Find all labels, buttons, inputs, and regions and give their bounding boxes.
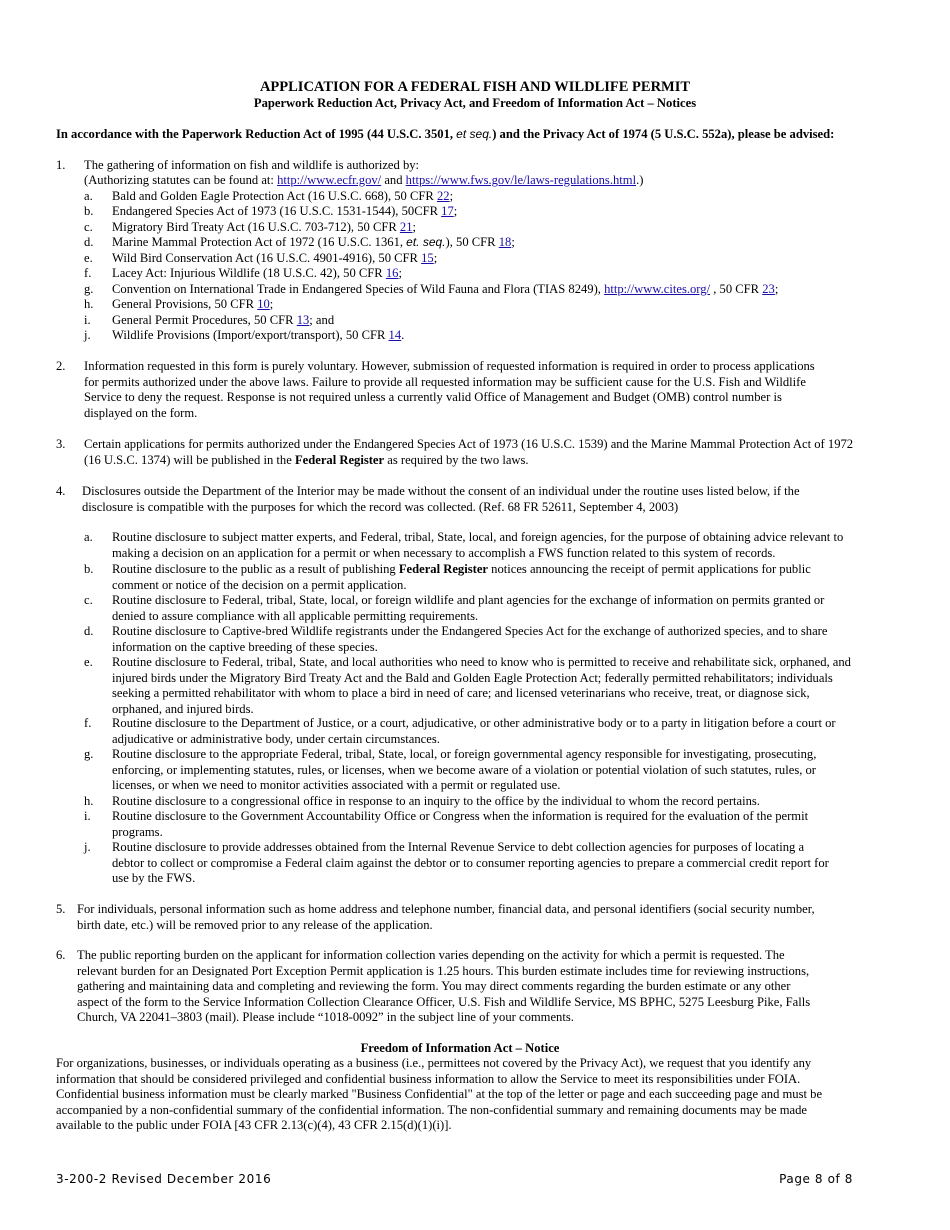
- ecfr-link[interactable]: http://www.ecfr.gov/: [277, 173, 382, 187]
- item-5-line: For individuals, personal information such as home address and telephone number, financial data, and personal identifiers (social security number,: [77, 902, 815, 916]
- item-4-sub-text: [112, 562, 811, 578]
- item-4-sub-letter: j.: [84, 840, 91, 854]
- cfr-part-link[interactable]: 16: [385, 266, 399, 280]
- foia-line: For organizations, businesses, or individuals operating as a business (i.e., permittees not covered by the Privacy Act), we request that you identify any: [56, 1056, 812, 1070]
- item-4-sub-text: adjudicative or administrative body, under certain circumstances.: [112, 731, 440, 746]
- item-4-sub-text: Routine disclosure to Federal, tribal, State, and local authorities who need to know who is permitted to receive and rehabilitate sick, orphaned, and: [112, 655, 851, 669]
- fws-laws-link[interactable]: https://www.fws.gov/le/laws-regulations.html: [405, 173, 637, 187]
- item-4-sub-letter: a.: [84, 530, 93, 544]
- cfr-part-link[interactable]: 15: [421, 251, 434, 265]
- item-4-sub-text: enforcing, or implementing statutes, rules, or licenses, when we become aware of a violation or potential violation of such statutes, rules, or: [112, 762, 817, 777]
- item-1-sub-letter: f.: [84, 266, 92, 280]
- item-4-sub-text: Routine disclosure to Federal, tribal, State, local, or foreign wildlife and plant agencies for the exchange of information on permits granted or: [112, 593, 825, 607]
- item-4-sub-letter: h.: [84, 794, 94, 808]
- sub-text-post: ; and: [309, 313, 335, 327]
- item-4-sub-text: information on the captive breeding of these species.: [112, 639, 378, 654]
- cfr-part-link[interactable]: 17: [441, 204, 454, 218]
- item-4-sub-text: injured birds under the Migratory Bird Treaty Act and the Bald and Golden Eagle Protection Act; federally permitted rehabilitators; individuals: [112, 670, 833, 685]
- sub-text-post: ;: [412, 220, 417, 234]
- sub-text-mid: , 50 CFR: [710, 282, 763, 296]
- item-2-line: for permits authorized under the above laws. Failure to provide all requested information may be sufficient cause for the U.S. Fish and Wildlife: [84, 374, 806, 389]
- sub-text-post: ;: [398, 266, 402, 280]
- cfr-part-link[interactable]: 22: [436, 189, 450, 203]
- sub-text-pre: Endangered Species Act of 1973 (16 U.S.C. 1531-1544), 50CFR: [112, 204, 442, 218]
- item-5-number: 5.: [56, 902, 66, 916]
- item-1-sub-letter: h.: [84, 297, 94, 311]
- sub-text-post: ;: [433, 251, 438, 265]
- item-4-sub-text: Routine disclosure to provide addresses obtained from the Internal Revenue Service to debt collection agencies for purposes of locating a: [112, 840, 805, 854]
- foia-line: accompanied by a non-confidential summary of the confidential information. The non-confidential summary and remaining documents may be made: [56, 1102, 807, 1117]
- foia-line: Confidential business information must be clearly marked "Business Confidential" at the top of the letter or page and each succeeding page and must be: [56, 1087, 823, 1101]
- item-6-line: gathering and maintaining data and completing and reviewing the form. You may direct comments regarding the burden estimate or any other: [77, 979, 791, 993]
- item-4-sub-text: Routine disclosure to the Department of Justice, or a court, adjudicative, or other administrative body or to a party in litigation before a court or: [112, 716, 836, 730]
- item-4-sub-text: Routine disclosure to Captive-bred Wildlife registrants under the Endangered Species Act for the exchange of authorized species, and to share: [112, 624, 828, 638]
- sub-text-post: .: [401, 328, 405, 342]
- item-1-sub-text: [112, 328, 404, 344]
- item-4-sub-text: denied to assure compliance with all applicable permitting requirements.: [112, 608, 479, 623]
- item-4-sub-letter: b.: [84, 562, 94, 576]
- item-1-sub-text: [112, 235, 515, 251]
- item-4-sub-letter: e.: [84, 655, 93, 669]
- item-4-sub-letter: d.: [84, 624, 94, 638]
- item-1-sub-text: [112, 266, 402, 282]
- page-subtitle: Paperwork Reduction Act, Privacy Act, and Freedom of Information Act – Notices: [253, 96, 697, 110]
- page-title: APPLICATION FOR A FEDERAL FISH AND WILDLIFE PERMIT: [259, 79, 691, 95]
- foia-line: information that should be considered privileged and confidential business information to allow the Service to meet its responsibilities under FOIA.: [56, 1071, 801, 1086]
- item-1-sub-letter: a.: [84, 189, 93, 203]
- item-4-sub-letter: c.: [84, 593, 93, 607]
- item-4-sub-text: comment or notice of the decision on a permit application.: [112, 577, 407, 592]
- item-3-line-2-post: as required by the two laws.: [384, 453, 529, 467]
- item-2-line: Information requested in this form is purely voluntary. However, submission of requested information is required in order to process applications: [84, 359, 815, 373]
- cfr-part-link[interactable]: 18: [498, 235, 512, 249]
- item-4-sub-text: Routine disclosure to a congressional office in response to an inquiry to the office by the individual to whom the record pertains.: [112, 794, 760, 808]
- item-1-sub-text: [112, 313, 334, 329]
- cfr-part-link[interactable]: 23: [762, 282, 775, 296]
- sub-text-post: ;: [511, 235, 515, 249]
- item-6-line: Church, VA 22041–3803 (mail). Please include “1018-0092” in the subject line of your comments.: [77, 1010, 574, 1024]
- item-1-sub-letter: d.: [84, 235, 94, 249]
- item-2-line: Service to deny the request. Response is not required unless a currently valid Office of Management and Budget (OMB) control number is: [84, 390, 782, 404]
- item-4-sub-letter: i.: [84, 809, 91, 823]
- item-4-sub-text: debtor to collect or compromise a Federal claim against the debtor or to consumer reporting agencies to prepare a commercial credit report for: [112, 855, 829, 870]
- intro-text-2: ) and the Privacy Act of 1974 (5 U.S.C. 552a), please be advised:: [492, 127, 835, 141]
- item-1-line-2-pre: (Authorizing statutes can be found at:: [84, 173, 278, 187]
- item-1-sub-letter: j.: [84, 328, 91, 342]
- item-1-line-1: The gathering of information on fish and wildlife is authorized by:: [84, 158, 420, 172]
- item-4-sub-text: use by the FWS.: [112, 871, 196, 885]
- et-seq-text: et. seq.: [406, 235, 446, 249]
- item-4-line: disclosure is compatible with the purposes for which the record was collected. (Ref. 68 FR 52611, September 4, 2003): [82, 499, 679, 514]
- item-1-sub-text: [112, 189, 453, 205]
- item-1-sub-letter: g.: [84, 282, 94, 296]
- item-1-sub-text: [112, 204, 457, 220]
- item-4-sub-text: programs.: [112, 824, 163, 839]
- cfr-part-link[interactable]: 14: [388, 328, 402, 342]
- item-1-sub-letter: e.: [84, 251, 93, 265]
- item-6-line: relevant burden for an Designated Port Exception Permit application is 1.25 hours. This burden estimate includes time for reviewing instructions,: [77, 963, 810, 978]
- footer-form-id: 3-200-2 Revised December 2016: [56, 1172, 272, 1186]
- sub-text-pre: Convention on International Trade in Endangered Species of Wild Fauna and Flora (TIAS 8249),: [112, 282, 605, 296]
- intro-paragraph: [56, 127, 846, 143]
- item-1-sub-letter: b.: [84, 204, 94, 218]
- sub-text-pre: General Permit Procedures, 50 CFR: [112, 313, 297, 327]
- item-4-number: 4.: [56, 484, 66, 498]
- foia-heading: Freedom of Information Act – Notice: [360, 1041, 560, 1055]
- sub-text-post: ;: [449, 189, 454, 203]
- item-4-sub-letter: g.: [84, 747, 94, 761]
- item-4-sub-text: seeking a permitted rehabilitator with whom to place a bird in need of care; and licensed veterinarians who receive, treat, or diagnose sick,: [112, 686, 810, 700]
- item-2-line: displayed on the form.: [84, 405, 198, 420]
- item-6-line: The public reporting burden on the applicant for information collection varies depending on the activity for which a permit is requested. The: [77, 948, 785, 962]
- sub-text-post: notices announcing the receipt of permit applications for public: [488, 562, 811, 576]
- item-2-number: 2.: [56, 359, 66, 373]
- item-4-sub-letter: f.: [84, 716, 92, 730]
- item-1-and: and: [381, 173, 406, 187]
- sub-text-post: ;: [269, 297, 274, 311]
- sub-text-pre: Lacey Act: Injurious Wildlife (18 U.S.C. 42), 50 CFR: [112, 266, 386, 280]
- item-1-number: 1.: [56, 158, 66, 172]
- cfr-part-link[interactable]: 21: [399, 220, 413, 234]
- item-4-sub-text: Routine disclosure to subject matter experts, and Federal, tribal, State, local, and foreign agencies, for the purpose of obtaining advice relevant to: [112, 530, 844, 544]
- item-3-number: 3.: [56, 437, 66, 451]
- sub-text-pre: Bald and Golden Eagle Protection Act (16 U.S.C. 668), 50 CFR: [112, 189, 437, 203]
- item-1-sub-letter: i.: [84, 313, 91, 327]
- item-4-sub-text: Routine disclosure to the Government Accountability Office or Congress when the information is required for the evaluation of the permit: [112, 809, 809, 823]
- item-1-line-2: [84, 173, 643, 189]
- item-3-line-2: [84, 453, 529, 469]
- item-4-line: Disclosures outside the Department of the Interior may be made without the consent of an individual under the routine uses listed below, if the: [82, 484, 800, 498]
- intro-text-1: In accordance with the Paperwork Reduction Act of 1995 (44 U.S.C. 3501,: [56, 127, 457, 141]
- cfr-part-link[interactable]: 13: [296, 313, 310, 327]
- sub-text-pre: Wild Bird Conservation Act (16 U.S.C. 4901-4916), 50 CFR: [112, 251, 422, 265]
- item-4-sub-text: licenses, or when we need to monitor activities associated with a permit or regulated use.: [112, 778, 561, 792]
- sub-text-post: ;: [774, 282, 779, 296]
- sub-text-pre: Marine Mammal Protection Act of 1972 (16 U.S.C. 1361,: [112, 235, 407, 249]
- item-4-sub-text: Routine disclosure to the appropriate Federal, tribal, State, local, or foreign governmental agency responsible for investigating, prosecuting,: [112, 747, 817, 761]
- foia-line: available to the public under FOIA [43 CFR 2.13(c)(4), 43 CFR 2.15(d)(1)(i)].: [56, 1118, 452, 1132]
- item-3-line-2-pre: (16 U.S.C. 1374) will be published in the: [84, 453, 295, 467]
- item-1-sub-text: [112, 282, 778, 298]
- footer-page-number: Page 8 of 8: [779, 1172, 853, 1186]
- sub-text-mid: ), 50 CFR: [445, 235, 499, 249]
- federal-register-text: Federal Register: [294, 453, 385, 467]
- item-4-sub-text: making a decision on an application for a permit or when necessary to accomplish a FWS function related to this system of records.: [112, 545, 776, 560]
- sub-text-pre: Routine disclosure to the public as a result of publishing: [112, 562, 399, 576]
- item-1-sub-text: [112, 297, 273, 313]
- federal-register-text: Federal Register: [398, 562, 488, 576]
- intro-etseq: et seq.: [456, 127, 493, 141]
- item-5-line: birth date, etc.) will be removed prior to any release of the application.: [77, 917, 433, 932]
- item-1-line-2-post: .): [636, 173, 644, 187]
- item-4-sub-text: orphaned, and injured birds.: [112, 701, 254, 716]
- sub-text-post: ;: [453, 204, 458, 218]
- sub-text-pre: General Provisions, 50 CFR: [112, 297, 258, 311]
- sub-text-pre: Wildlife Provisions (Import/export/transport), 50 CFR: [112, 328, 389, 342]
- cites-link[interactable]: http://www.cites.org/: [604, 282, 711, 296]
- item-3-line-1: Certain applications for permits authorized under the Endangered Species Act of 1973 (16 U.S.C. 1539) and the Marine Mammal Protection Act of 1972: [84, 437, 854, 451]
- item-1-sub-letter: c.: [84, 220, 93, 234]
- cfr-part-link[interactable]: 10: [257, 297, 270, 311]
- item-1-sub-text: [112, 220, 416, 236]
- sub-text-pre: Migratory Bird Treaty Act (16 U.S.C. 703-712), 50 CFR: [112, 220, 400, 234]
- item-6-line: aspect of the form to the Service Information Collection Clearance Officer, U.S. Fish and Wildlife Service, MS BPHC, 5275 Leesburg Pike, Falls: [77, 994, 811, 1009]
- item-1-sub-text: [112, 251, 437, 267]
- item-6-number: 6.: [56, 948, 66, 962]
